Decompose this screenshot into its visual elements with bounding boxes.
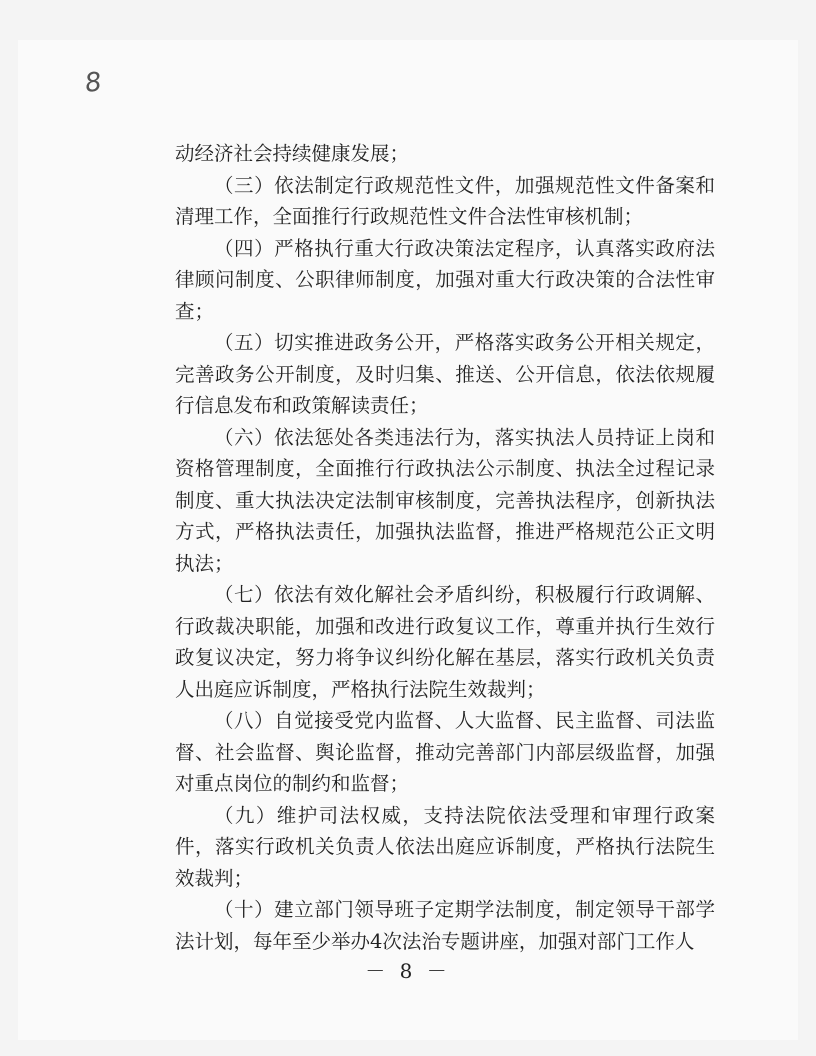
- paragraph-item-5: （五）切实推进政务公开，严格落实政务公开相关规定，完善政务公开制度，及时归集、推送、公开信息，依法依规履行信息发布和政策解读责任；: [175, 331, 715, 417]
- paragraph-continuation: 动经济社会持续健康发展；: [175, 142, 410, 165]
- paragraph-item-9: （九）维护司法权威，支持法院依法受理和审理行政案件，落实行政机关负责人依法出庭应诉制度，严格执行法院生效裁判；: [175, 803, 715, 890]
- paragraph-item-8: （八）自觉接受党内监督、人大监督、民主监督、司法监督、社会监督、舆论监督，推动完善部门内部层级监督，加强对重点岗位的制约和监督；: [175, 709, 715, 795]
- paragraph-item-6: （六）依法惩处各类违法行为，落实执法人员持证上岗和资格管理制度，全面推行行政执法公示制度、执法全过程记录制度、重大执法决定法制审核制度，完善执法程序，创新执法方式，严格执法责任，加强执法监督，推进严格规范公正文明执法；: [175, 425, 715, 575]
- paragraph-item-7: （七）依法有效化解社会矛盾纠纷，积极履行行政调解、行政裁决职能，加强和改进行政复议工作，尊重并执行生效行政复议决定，努力将争议纠纷化解在基层，落实行政机关负责人出庭应诉制度，严格执行法院生效裁判；: [175, 583, 715, 701]
- handwritten-page-mark: 8: [82, 66, 104, 100]
- paragraph-item-3: （三）依法制定行政规范性文件，加强规范性文件备案和清理工作，全面推行行政规范性文件合法性审核机制；: [175, 173, 715, 228]
- page-number: － 8 －: [365, 959, 451, 983]
- paragraph-item-10: （十）建立部门领导班子定期学法制度，制定领导干部学法计划，每年至少举办4次法治专题讲座，加强对部门工作人: [175, 898, 715, 953]
- document-body: [175, 138, 715, 957]
- paragraph-item-4: （四）严格执行重大行政决策法定程序，认真落实政府法律顾问制度、公职律师制度，加强对重大行政决策的合法性审查；: [175, 236, 715, 323]
